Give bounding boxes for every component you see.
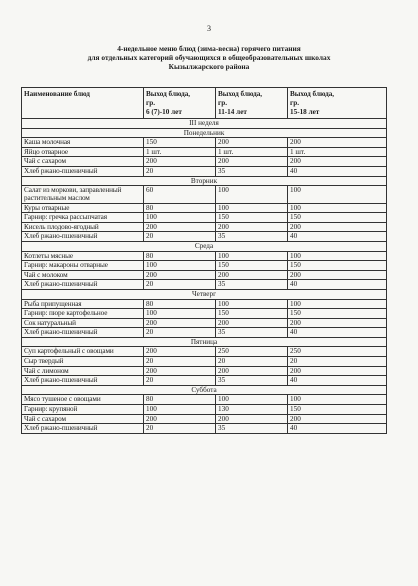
table-row (22, 318, 387, 328)
portion-6-10: 80 (144, 395, 216, 405)
day-label: Среда (22, 241, 387, 251)
portion-6-10: 150 (144, 138, 216, 148)
portion-11-14: 250 (216, 347, 288, 357)
day-separator-row (22, 119, 387, 129)
dish-name: Сыр твердый (22, 357, 144, 367)
table-row (22, 328, 387, 338)
portion-11-14: 200 (216, 366, 288, 376)
table-row (22, 299, 387, 309)
portion-11-14: 35 (216, 424, 288, 434)
portion-6-10: 200 (144, 366, 216, 376)
table-header-row (22, 88, 387, 119)
portion-6-10: 1 шт. (144, 147, 216, 157)
portion-15-18: 200 (288, 318, 387, 328)
header-age-15-18-line: 15-18 лет (290, 108, 320, 116)
dish-name: Гарнир: пюре картофельное (22, 309, 144, 319)
header-dish-name: Наименование блюд (22, 88, 144, 119)
portion-15-18: 40 (288, 280, 387, 290)
dish-name: Гарнир: крупяной (22, 405, 144, 415)
table-row (22, 376, 387, 386)
portion-15-18: 100 (288, 186, 387, 203)
header-age-11-14-line: Выход блюда, (218, 90, 263, 98)
portion-15-18: 1 шт. (288, 147, 387, 157)
portion-6-10: 100 (144, 405, 216, 415)
portion-6-10: 80 (144, 299, 216, 309)
table-row (22, 138, 387, 148)
table-row (22, 414, 387, 424)
portion-11-14: 150 (216, 213, 288, 223)
dish-name: Чай с молоком (22, 270, 144, 280)
portion-15-18: 200 (288, 366, 387, 376)
table-row (22, 395, 387, 405)
portion-15-18: 200 (288, 138, 387, 148)
dish-name: Гарнир: макароны отварные (22, 261, 144, 271)
portion-15-18: 40 (288, 376, 387, 386)
portion-15-18: 40 (288, 166, 387, 176)
portion-6-10: 200 (144, 318, 216, 328)
portion-6-10: 200 (144, 222, 216, 232)
menu-table (21, 87, 387, 434)
portion-15-18: 100 (288, 251, 387, 261)
header-age-6-10-line: Выход блюда, (146, 90, 191, 98)
portion-6-10: 60 (144, 186, 216, 203)
day-separator-row (22, 241, 387, 251)
portion-15-18: 100 (288, 299, 387, 309)
portion-15-18: 200 (288, 157, 387, 167)
table-row (22, 222, 387, 232)
portion-15-18: 150 (288, 405, 387, 415)
portion-11-14: 100 (216, 395, 288, 405)
dish-name: Чай с лимоном (22, 366, 144, 376)
portion-11-14: 200 (216, 318, 288, 328)
day-label: Пятница (22, 337, 387, 347)
portion-6-10: 200 (144, 347, 216, 357)
table-row (22, 251, 387, 261)
portion-6-10: 20 (144, 232, 216, 242)
dish-name: Хлеб ржано-пшеничный (22, 232, 144, 242)
dish-name: Салат из моркови, заправленный растительным маслом (22, 186, 144, 203)
dish-name: Хлеб ржано-пшеничный (22, 280, 144, 290)
portion-11-14: 200 (216, 138, 288, 148)
dish-name: Гарнир: гречка рассыпчатая (22, 213, 144, 223)
day-separator-row (22, 385, 387, 395)
portion-6-10: 20 (144, 328, 216, 338)
title-line-1: 4-недельное меню блюд (зима-весна) горячего питания (117, 44, 301, 53)
portion-6-10: 100 (144, 309, 216, 319)
portion-15-18: 150 (288, 261, 387, 271)
dish-name: Суп картофельный с овощами (22, 347, 144, 357)
dish-name: Сок натуральный (22, 318, 144, 328)
portion-11-14: 35 (216, 166, 288, 176)
portion-15-18: 100 (288, 395, 387, 405)
portion-11-14: 20 (216, 357, 288, 367)
header-age-15-18-line: Выход блюда, (290, 90, 335, 98)
document-title (40, 44, 378, 71)
header-age-15-18 (288, 88, 387, 119)
header-age-11-14-line: 11-14 лет (218, 108, 247, 116)
portion-15-18: 200 (288, 270, 387, 280)
header-age-6-10-line: гр. (146, 99, 156, 107)
portion-11-14: 200 (216, 157, 288, 167)
dish-name: Кисель плодово-ягодный (22, 222, 144, 232)
portion-11-14: 35 (216, 280, 288, 290)
table-row (22, 347, 387, 357)
header-age-11-14-line: гр. (218, 99, 228, 107)
header-age-15-18-line: гр. (290, 99, 300, 107)
portion-11-14: 35 (216, 328, 288, 338)
portion-6-10: 20 (144, 280, 216, 290)
portion-11-14: 200 (216, 270, 288, 280)
portion-6-10: 80 (144, 251, 216, 261)
portion-11-14: 200 (216, 222, 288, 232)
table-row (22, 147, 387, 157)
table-row (22, 166, 387, 176)
day-label: III неделя (22, 119, 387, 129)
day-separator-row (22, 176, 387, 186)
portion-6-10: 200 (144, 157, 216, 167)
portion-6-10: 200 (144, 270, 216, 280)
portion-11-14: 100 (216, 203, 288, 213)
table-row (22, 357, 387, 367)
day-label: Суббота (22, 385, 387, 395)
portion-11-14: 100 (216, 186, 288, 203)
page-number: 3 (207, 24, 211, 33)
table-row (22, 203, 387, 213)
portion-6-10: 20 (144, 376, 216, 386)
menu-table-body (22, 119, 387, 434)
portion-11-14: 100 (216, 251, 288, 261)
portion-15-18: 250 (288, 347, 387, 357)
day-separator-row (22, 337, 387, 347)
portion-11-14: 35 (216, 376, 288, 386)
table-row (22, 366, 387, 376)
portion-6-10: 100 (144, 213, 216, 223)
portion-15-18: 150 (288, 213, 387, 223)
dish-name: Чай с сахаром (22, 157, 144, 167)
portion-11-14: 150 (216, 261, 288, 271)
portion-11-14: 1 шт. (216, 147, 288, 157)
dish-name: Куры отварные (22, 203, 144, 213)
day-label: Вторник (22, 176, 387, 186)
portion-15-18: 40 (288, 424, 387, 434)
dish-name: Котлеты мясные (22, 251, 144, 261)
day-label: Четверг (22, 289, 387, 299)
table-row (22, 405, 387, 415)
portion-11-14: 35 (216, 232, 288, 242)
table-row (22, 232, 387, 242)
dish-name: Хлеб ржано-пшеничный (22, 376, 144, 386)
portion-15-18: 150 (288, 309, 387, 319)
table-row (22, 424, 387, 434)
table-row (22, 261, 387, 271)
dish-name: Рыба припущенная (22, 299, 144, 309)
portion-15-18: 20 (288, 357, 387, 367)
dish-name: Каша молочная (22, 138, 144, 148)
day-label: Понедельник (22, 128, 387, 138)
portion-15-18: 100 (288, 203, 387, 213)
portion-6-10: 80 (144, 203, 216, 213)
portion-6-10: 100 (144, 261, 216, 271)
header-age-6-10-line: 6 (7)-10 лет (146, 108, 182, 116)
dish-name: Хлеб ржано-пшеничный (22, 166, 144, 176)
portion-15-18: 40 (288, 232, 387, 242)
table-row (22, 270, 387, 280)
dish-name: Хлеб ржано-пшеничный (22, 328, 144, 338)
portion-6-10: 20 (144, 357, 216, 367)
table-row (22, 280, 387, 290)
dish-name: Хлеб ржано-пшеничный (22, 424, 144, 434)
portion-6-10: 200 (144, 414, 216, 424)
portion-15-18: 200 (288, 222, 387, 232)
portion-11-14: 130 (216, 405, 288, 415)
dish-name: Мясо тушеное с овощами (22, 395, 144, 405)
portion-11-14: 150 (216, 309, 288, 319)
header-age-6-10 (144, 88, 216, 119)
portion-15-18: 200 (288, 414, 387, 424)
portion-15-18: 40 (288, 328, 387, 338)
dish-name: Яйцо отварное (22, 147, 144, 157)
portion-6-10: 20 (144, 166, 216, 176)
table-row (22, 213, 387, 223)
title-line-2: для отдельных категорий обучающихся в общеобразовательных школах (87, 53, 331, 62)
table-row (22, 186, 387, 203)
portion-11-14: 200 (216, 414, 288, 424)
portion-6-10: 20 (144, 424, 216, 434)
day-separator-row (22, 128, 387, 138)
dish-name: Чай с сахаром (22, 414, 144, 424)
title-line-3: Кызылжарского района (168, 62, 250, 71)
portion-11-14: 100 (216, 299, 288, 309)
header-age-11-14 (216, 88, 288, 119)
table-row (22, 309, 387, 319)
day-separator-row (22, 289, 387, 299)
table-row (22, 157, 387, 167)
